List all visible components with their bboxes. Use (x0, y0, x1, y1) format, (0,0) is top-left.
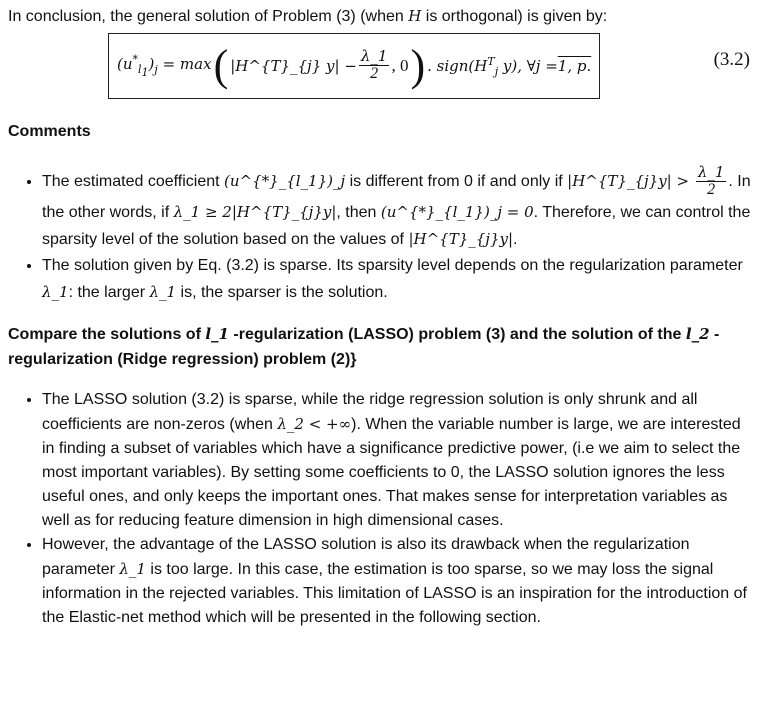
math-expression: l_1 (205, 324, 229, 343)
text-run: . In the other words, if (42, 173, 751, 221)
equation-number: (3.2) (713, 49, 750, 70)
math-expression: |H^{T}_{j}y| (408, 229, 514, 248)
text-run: However, the advantage of the LASSO solution is also its drawback when the regularization parameter (42, 535, 690, 578)
text-run: : the larger (68, 283, 150, 301)
math-expression: λ_2 < +∞ (277, 414, 352, 433)
text-run: , then (336, 203, 381, 221)
math-expression: l_2 (685, 324, 710, 343)
math-expression: H (408, 7, 422, 25)
text-run: . (513, 230, 518, 248)
compare-item (42, 388, 752, 533)
eq-inner1: |H^{T}_{j} y| − (230, 57, 357, 75)
text-run: -regularization (LASSO) problem (3) and the solution of the (228, 325, 686, 343)
frac-den: 2 (707, 180, 716, 198)
left-paren: ( (213, 41, 229, 91)
text-run: ). When the variable number is large, we are interested in finding a subset of variables which have a significance predictive power, (i.e we aim to select the most important variables). By setting some coefficients to 0, the LASSO solution ignores the less useful ones, and only keeps the important ones. That makes sense for interpretation variables as well as for reducing feature dimension in high dimensional cases. (42, 415, 741, 529)
right-paren: ) (410, 41, 426, 91)
frac-num: λ_1 (697, 163, 725, 181)
comments-heading: Comments (8, 123, 91, 140)
text-run: -regularization (Ridge regression) problem (2)} (8, 325, 720, 368)
comment-item (42, 165, 752, 253)
compare-item (42, 533, 752, 630)
text-run: In conclusion, the general solution of Problem (3) (when (8, 8, 409, 25)
math-expression: λ_1 ≥ 2|H^{T}_{j}y| (173, 202, 337, 221)
math-expression: |H^{T}_{j}y| > (567, 172, 694, 190)
intro-paragraph (8, 4, 752, 29)
comment-item (42, 253, 752, 306)
math-expression: (u^{*}_{l_1})_j (224, 172, 346, 190)
text-run: The estimated coefficient (42, 173, 225, 190)
math-fraction (696, 165, 727, 199)
solution-equation (108, 33, 600, 99)
compare-heading (8, 322, 752, 372)
math-expression: λ_1 (42, 282, 69, 301)
eq-range: 1, p. (557, 57, 592, 75)
compare-list (8, 388, 752, 630)
comments-list (8, 165, 752, 306)
math-expression: λ_1 (149, 282, 177, 301)
frac-den: 2 (370, 64, 379, 82)
eq-rest: . $sign(H^T_j$ y), ∀j = (427, 54, 558, 78)
eq-fraction (359, 49, 390, 83)
text-run: is orthogonal) is given by: (421, 8, 608, 25)
text-run: is, the sparser is the solution. (176, 283, 388, 301)
text-run: is different from 0 if and only if (345, 173, 568, 190)
eq-lhs: $(u^*_{l_1})_j = \max$ (117, 52, 212, 80)
eq-inner2: , 0 (391, 56, 409, 75)
math-expression: λ_1 (119, 559, 146, 578)
text-run: The solution given by Eq. (3.2) is sparse. Its sparsity level depends on the regularization parameter (42, 256, 743, 274)
equation-row (8, 33, 752, 103)
text-run: The LASSO solution (3.2) is sparse, while the ridge regression solution is only shrunk and all coefficients are non-zeros (when (42, 390, 698, 433)
text-run: . Therefore, we can control the sparsity level of the solution based on the values of (42, 203, 751, 248)
text-run: is too large. In this case, the estimation is too sparse, so we may loss the signal information in the rejected variables. This limitation of LASSO is an inspiration for the introduction of the Elastic-net method which will be presented in the following section. (42, 560, 747, 626)
frac-num: λ_1 (360, 47, 388, 66)
math-expression: (u^{*}_{l_1})_j = 0 (380, 202, 534, 221)
text-run: Compare the solutions of (8, 325, 206, 343)
